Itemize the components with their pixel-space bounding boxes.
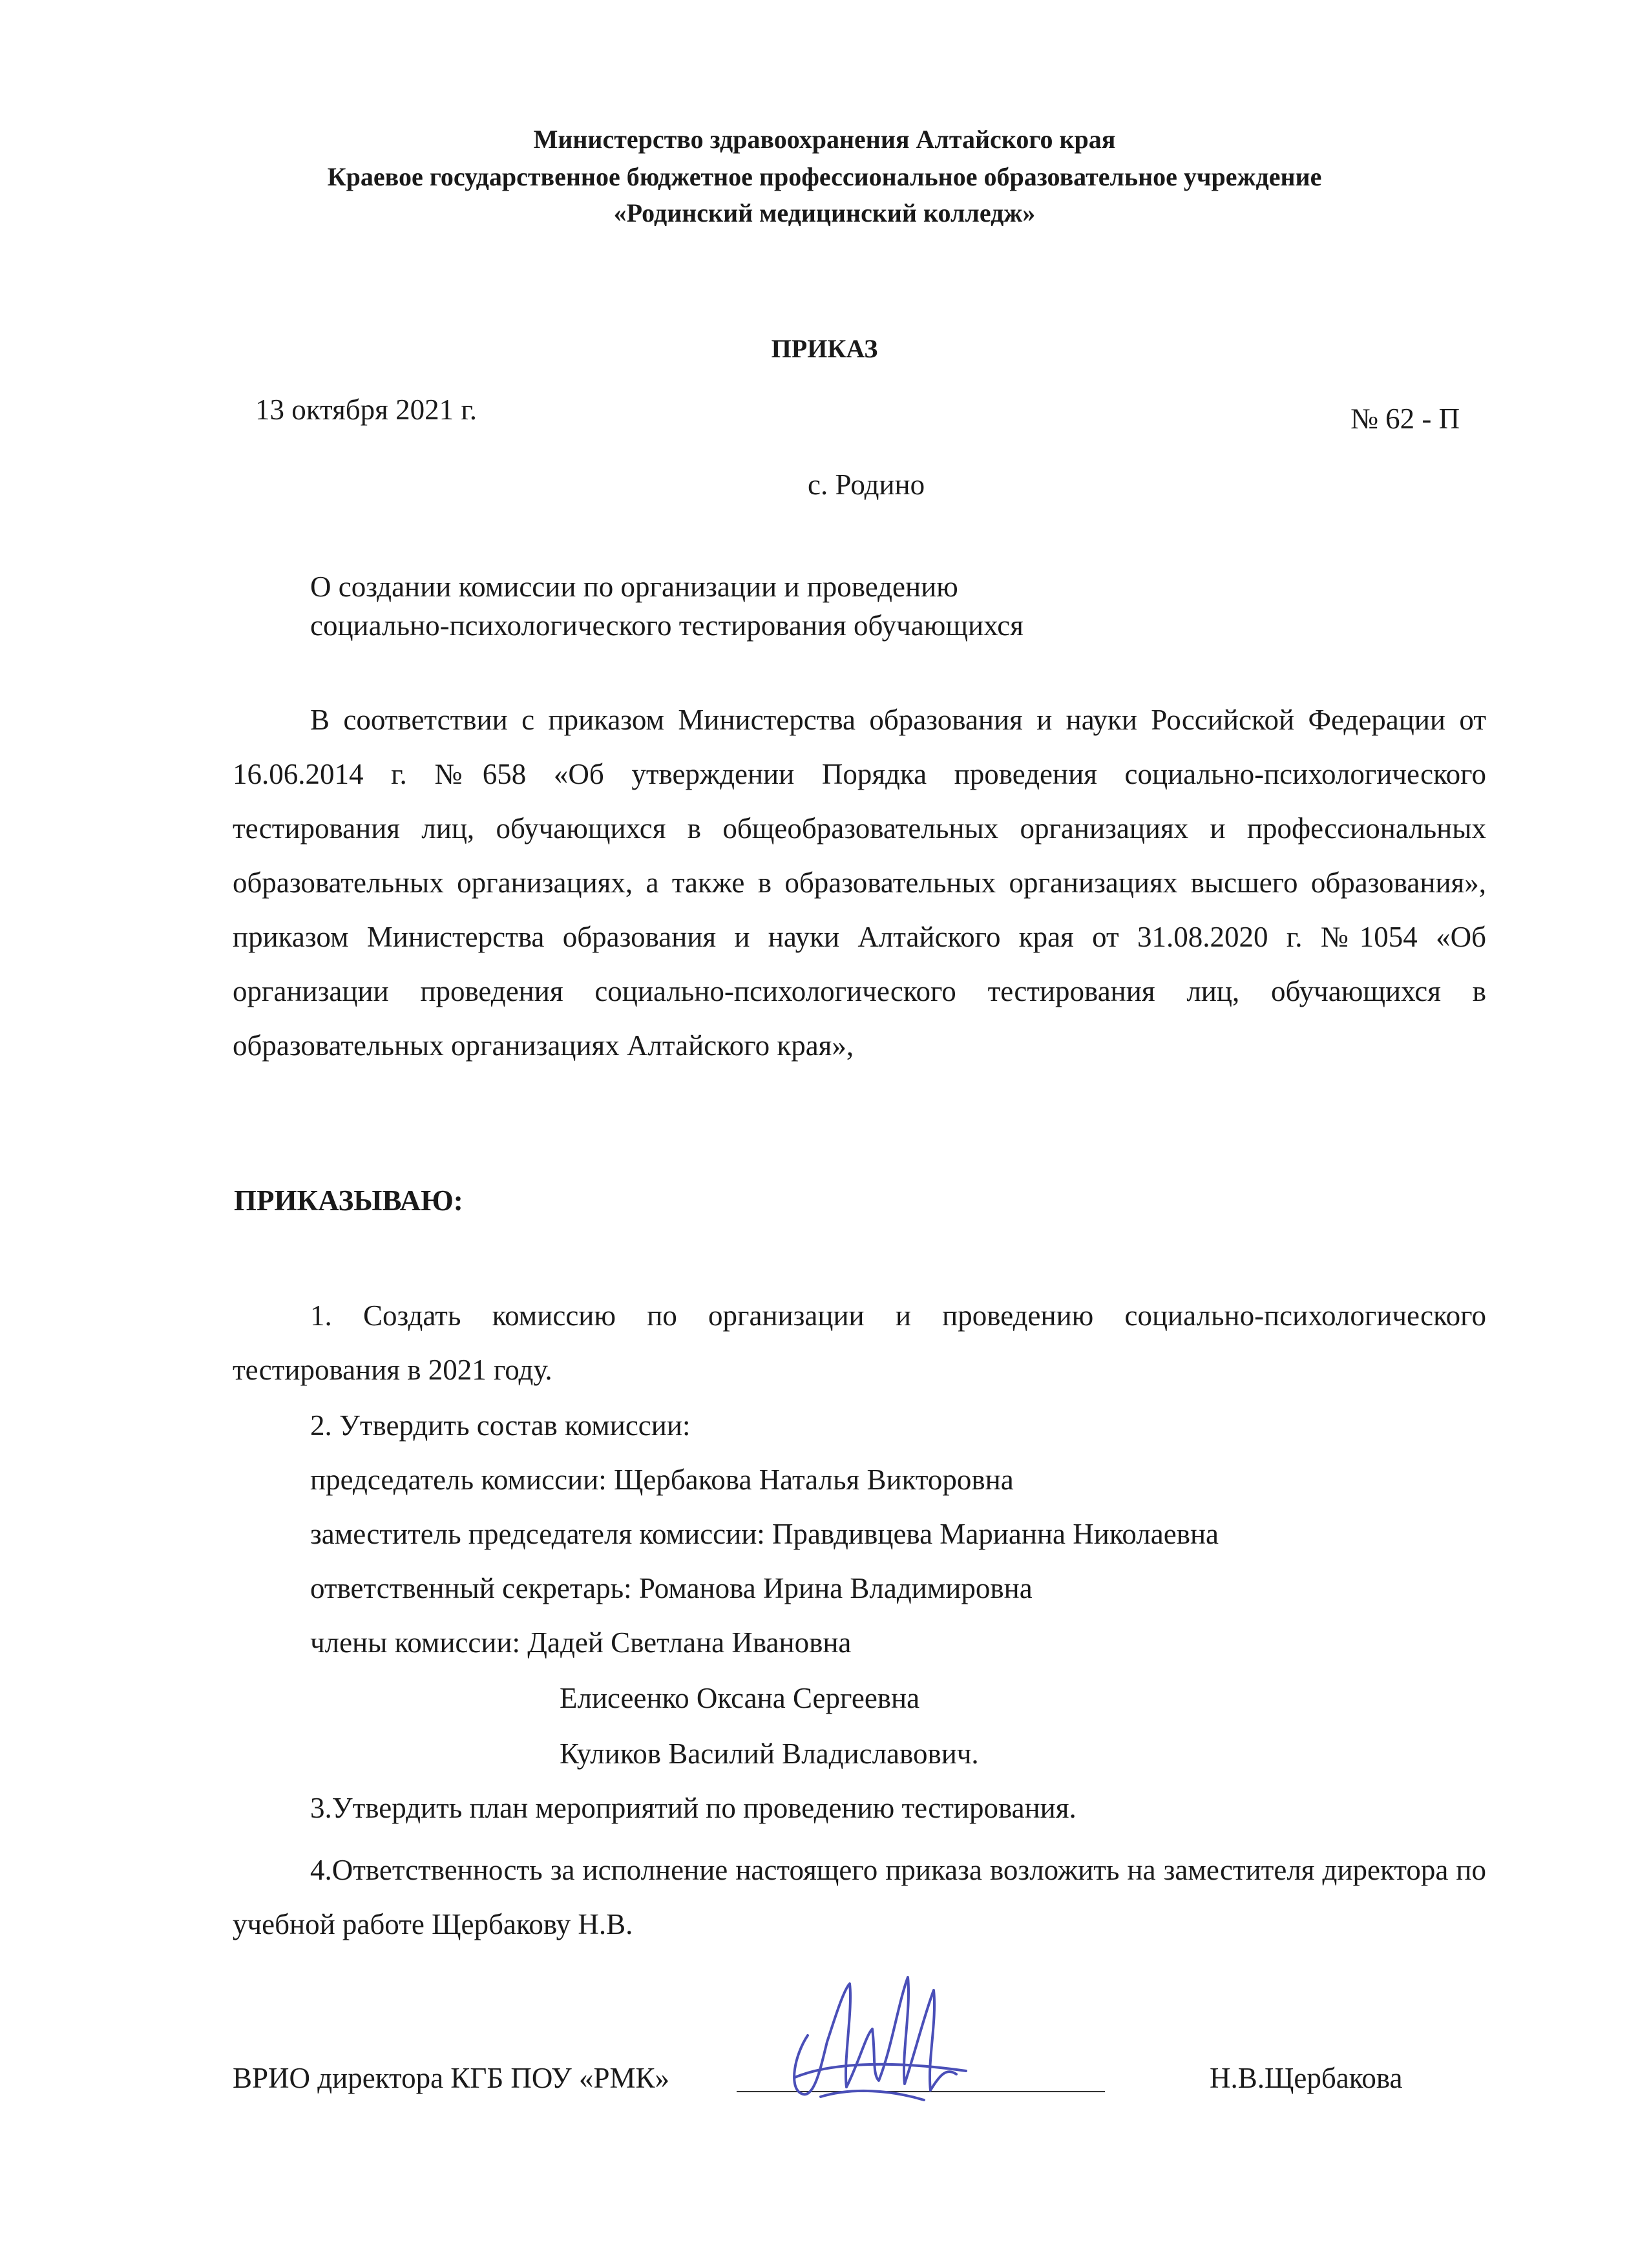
item-3: 3.Утвердить план мероприятий по проведению тестирования. [310,1792,1077,1824]
item-1: 1. Создать комиссию по организации и проведению социально-психологического тестирования в 2021 году. [233,1299,1486,1386]
order-date: 13 октября 2021 г. [255,394,478,426]
handwritten-signature [782,1964,976,2113]
commission-deputy: заместитель председателя комиссии: Правдивцева Марианна Николаевна [310,1518,1219,1550]
preamble-paragraph [233,693,1486,1073]
commission-secretary: ответственный секретарь: Романова Ирина Владимировна [310,1572,1033,1604]
commission-chair: председатель комиссии: Щербакова Наталья Викторовна [310,1464,1014,1496]
document-type: ПРИКАЗ [771,334,878,363]
item-2: 2. Утвердить состав комиссии: [310,1409,691,1442]
item-4: 4.Ответственность за исполнение настоящего приказа возложить на заместителя директора по учебной работе Щербакову Н.В. [233,1854,1486,1940]
order-number: № 62 - П [1350,403,1460,435]
commission-member: Елисеенко Оксана Сергеевна [560,1682,920,1714]
order-place: с. Родино [808,468,925,501]
college-name: «Родинский медицинский колледж» [613,198,1036,227]
order-word: ПРИКАЗЫВАЮ: [234,1184,463,1217]
commission-member: Куликов Василий Владиславович. [560,1738,979,1770]
signatory-position: ВРИО директора КГБ ПОУ «РМК» [233,2062,670,2094]
institution-name: Краевое государственное бюджетное профессиональное образовательное учреждение [327,162,1322,191]
preamble-text: В соответствии с приказом Министерства образования и науки Российской Федерации от 16.06.2014 г. №658 «Об утверждении Порядка проведения социально-психологического тестирования лиц, обучающихся в общеобразовательных организациях и профессиональных образовательных организациях, а также в образовательных организациях высшего образования», приказом Министерства образования и науки Алтайского края от 31.08.2020 г. №1054 «Об организации проведения социально-психологического тестирования лиц, обучающихся в образовательных организациях Алтайского края», [233,704,1486,1062]
item-1-paragraph [233,1288,1486,1397]
commission-members: члены комиссии: Дадей Светлана Ивановна [310,1626,852,1659]
ministry-name: Министерство здравоохранения Алтайского края [533,125,1116,154]
item-4-paragraph [233,1843,1486,1951]
subject-line-1: О создании комиссии по организации и проведению [310,571,958,603]
subject-line-2: социально-психологического тестирования обучающихся [310,609,1024,642]
signatory-name: Н.В.Щербакова [1210,2062,1403,2094]
